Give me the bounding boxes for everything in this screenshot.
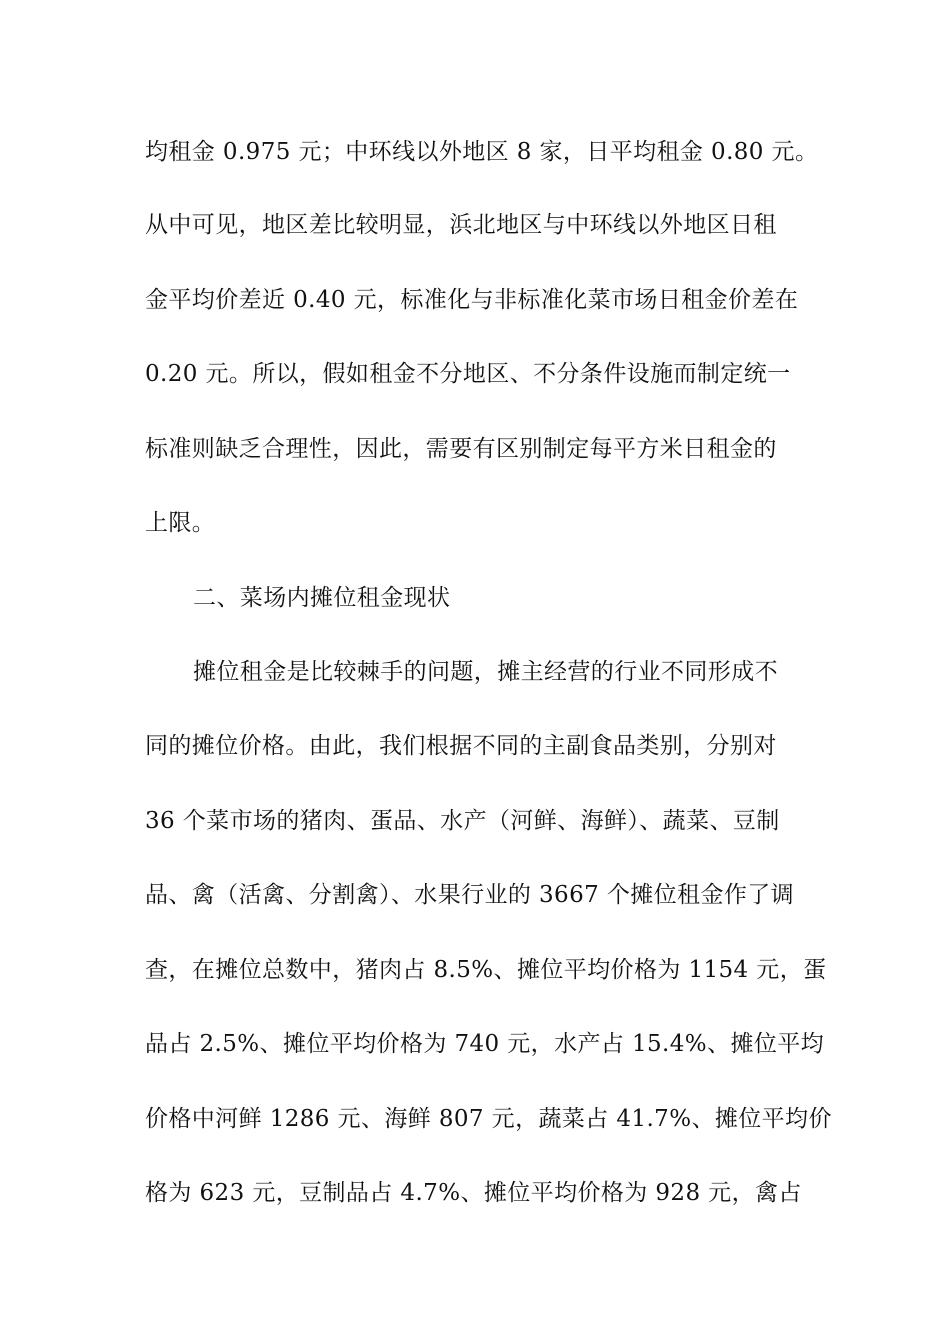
text-line: 0.20 元。所以，假如租金不分地区、不分条件设施而制定统一 <box>145 361 791 387</box>
text-line: 从中可见，地区差比较明显，浜北地区与中环线以外地区日租 <box>145 212 777 238</box>
text-line: 36 个菜市场的猪肉、蛋品、水产（河鲜、海鲜）、蔬菜、豆制 <box>145 808 780 834</box>
section-heading: 二、菜场内摊位租金现状 <box>193 585 451 611</box>
text-line: 标准则缺乏合理性，因此，需要有区别制定每平方米日租金的 <box>145 436 777 462</box>
text-line: 格为 623 元，豆制品占 4.7%、摊位平均价格为 928 元，禽占 <box>145 1180 802 1206</box>
text-line: 上限。 <box>145 510 216 536</box>
text-line: 查，在摊位总数中，猪肉占 8.5%、摊位平均价格为 1154 元，蛋 <box>145 957 827 983</box>
text-line: 品、禽（活禽、分割禽）、水果行业的 3667 个摊位租金作了调 <box>145 882 795 908</box>
text-line: 同的摊位价格。由此，我们根据不同的主副食品类别，分别对 <box>145 733 777 759</box>
text-line: 价格中河鲜 1286 元、海鲜 807 元，蔬菜占 41.7%、摊位平均价 <box>145 1106 832 1132</box>
text-line: 品占 2.5%、摊位平均价格为 740 元，水产占 15.4%、摊位平均 <box>145 1031 825 1057</box>
text-line: 均租金 0.975 元；中环线以外地区 8 家，日平均租金 0.80 元。 <box>145 139 819 165</box>
text-line: 摊位租金是比较棘手的问题，摊主经营的行业不同形成不 <box>193 659 778 685</box>
text-line: 金平均价差近 0.40 元，标准化与非标准化菜市场日租金价差在 <box>145 287 799 313</box>
